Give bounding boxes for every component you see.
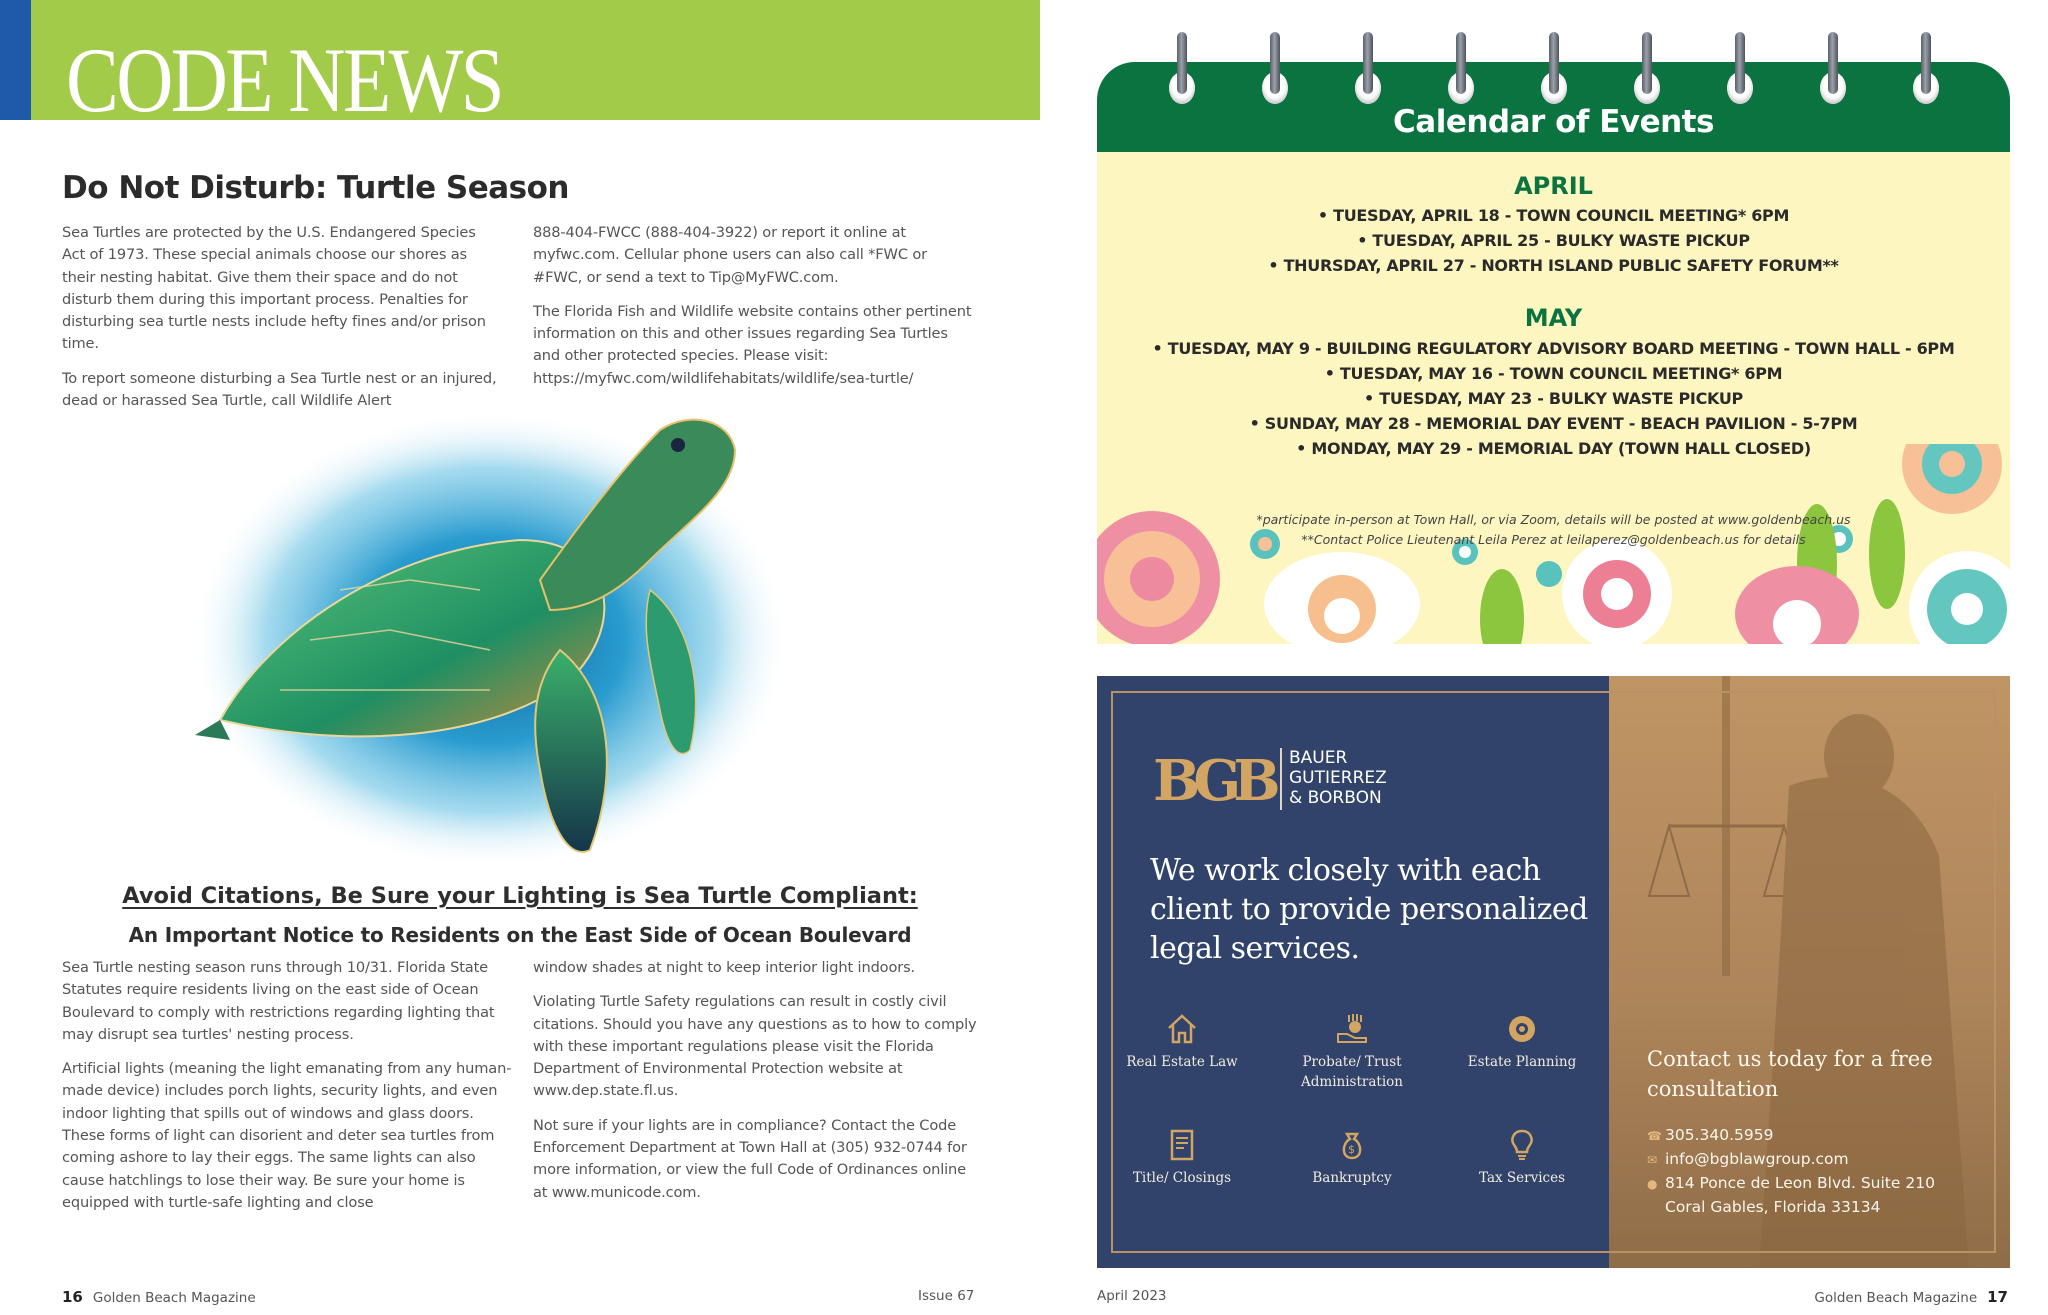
binder-ring-icon [1361,32,1375,102]
section-title: CODE NEWS [66,29,503,131]
lightbulb-icon [1505,1128,1539,1162]
calendar-footnote: **Contact Police Lieutenant Leila Perez at leilaperez@goldenbeach.us for details [1301,532,1806,547]
notice-column-2 [533,957,983,1216]
sea-turtle-image [190,390,810,860]
issue-date: April 2023 [1097,1288,1167,1304]
svg-text:$: $ [1348,1143,1355,1156]
calendar-footnote: *participate in-person at Town Hall, or via Zoom, details will be posted at www.goldenbeach.us [1256,512,1851,527]
service-bankruptcy: $ Bankruptcy [1267,1128,1437,1188]
notice-paragraph: Violating Turtle Safety regulations can result in costly civil citations. Should you have any questions as to how to comply with these important regulations please visit the Florida Department of Environmental Protection website at www.dep.state.fl.us. [533,993,977,1100]
binder-ring-icon [1919,32,1933,102]
firm-logo: BGB [1153,748,1273,814]
service-probate: Probate/ Trust Administration [1267,1012,1437,1092]
city-address: Coral Gables, Florida 33134 [1665,1198,1881,1216]
calendar-month-may: MAY [1524,304,1583,332]
location-pin-icon: ● [1647,1177,1658,1191]
magazine-name: Golden Beach Magazine [1814,1290,1978,1306]
flower-pink-center [1562,539,1672,644]
article-column-2 [533,222,973,402]
document-icon [1165,1128,1199,1162]
notice-paragraph: Not sure if your lights are in compliance? Contact the Code Enforcement Department at Town Hall at (305) 932-0744 for more information, or view the full Code of Ordinances online at www.municode.com. [533,1116,967,1201]
house-icon [1165,1012,1199,1046]
service-estate-planning: Estate Planning [1437,1012,1607,1072]
phone-number[interactable]: ☎ 305.340.5959 [1647,1126,1774,1144]
flower-pink-right [1735,566,1859,644]
binder-ring-icon [1640,32,1654,102]
money-bag-icon [1335,1128,1369,1162]
calendar-event: • THURSDAY, APRIL 27 - NORTH ISLAND PUBLIC SAFETY FORUM** [1268,256,1839,275]
firm-name [1289,748,1387,808]
calendar-event: • TUESDAY, MAY 23 - BULKY WASTE PICKUP [1364,389,1743,408]
calendar-of-events [1097,62,2010,644]
firm-name-line: & BORBON [1289,788,1382,808]
street-address: ● 814 Ponce de Leon Blvd. Suite 210 [1647,1174,1935,1192]
calendar-event: • MONDAY, MAY 29 - MEMORIAL DAY (TOWN HALL CLOSED) [1296,439,1811,458]
binder-ring-icon [1454,32,1468,102]
article-paragraph: 888-404-FWCC (888-404-3922) or report it online at myfwc.com. Cellular phone users can also call *FWC or #FWC, or send a text to Tip@MyFWC.com. [533,224,927,286]
calendar-month-april: APRIL [1514,172,1593,200]
article-paragraph: Sea Turtles are protected by the U.S. Endangered Species Act of 1973. These special animals choose our shores as their nesting habitat. Give them their space and do not disturb them during this important process. Penalties for disturbing sea turtle nests include hefty fines and/or prison time. [62,224,486,353]
binder-ring-icon [1268,32,1282,102]
ad-navy-panel [1097,676,1609,1268]
binder-ring-icon [1733,32,1747,102]
banner-accent-stripe [0,0,31,120]
firm-name-line: BAUER [1289,748,1348,768]
magazine-name: Golden Beach Magazine [92,1290,256,1306]
envelope-icon: ✉ [1647,1153,1658,1167]
calendar-event: • TUESDAY, MAY 9 - BUILDING REGULATORY ADVISORY BOARD MEETING - TOWN HALL - 6PM [1152,339,1955,358]
service-tax: Tax Services [1437,1128,1607,1188]
flower-white [1264,552,1420,644]
phone-icon: ☎ [1647,1129,1662,1143]
flower-pink-large [1097,511,1220,644]
flower-peach-topright [1902,444,2002,514]
calendar-title: Calendar of Events [1393,104,1714,140]
footer-left [62,1288,256,1306]
article-paragraph: To report someone disturbing a Sea Turtle nest or an injured, dead or harassed Sea Turtle, call Wildlife Alert [62,369,497,410]
contact-title: Contact us today for a free consultation [1647,1047,1933,1101]
footer-right [1814,1288,2008,1306]
hand-money-icon [1335,1012,1369,1046]
calendar-event: • TUESDAY, MAY 16 - TOWN COUNCIL MEETING* 6PM [1324,364,1783,383]
calendar-event: • TUESDAY, APRIL 18 - TOWN COUNCIL MEETING* 6PM [1317,206,1790,225]
notice-paragraph: Sea Turtle nesting season runs through 10/31. Florida State Statutes require residents living on the east side of Ocean Boulevard to comply with restrictions regarding lighting that may disrupt sea turtles' nesting process. [62,959,495,1043]
notice-subtitle: An Important Notice to Residents on the East Side of Ocean Boulevard [128,923,912,947]
law-firm-advertisement [1097,676,2010,1268]
article-title: Do Not Disturb: Turtle Season [62,170,569,206]
sea-turtle-illustration [190,390,810,860]
ad-tagline: We work closely with each client to provide personalized legal services. [1150,853,1588,966]
calendar-event: • SUNDAY, MAY 28 - MEMORIAL DAY EVENT - BEACH PAVILION - 5-7PM [1249,414,1858,433]
section-banner [0,0,1040,131]
flower-teal-large [1909,551,2010,644]
notice-paragraph: Artificial lights (meaning the light emanating from any human-made device) includes porch lights, security lights, and even indoor lighting that spills out of windows and glass doors. These forms of light can disorient and deter sea turtles from coming ashore to lay their eggs. The same lights can also cause hatchlings to lose their way. Be sure your home is equipped with turtle-safe lighting and close [62,1060,512,1211]
service-real-estate: Real Estate Law [1097,1012,1267,1072]
page-number: 17 [1987,1288,2008,1306]
binder-ring-icon [1826,32,1840,102]
notice-paragraph: window shades at night to keep interior light indoors. [533,959,916,976]
notice-title: Avoid Citations, Be Sure your Lighting is Sea Turtle Compliant: [122,883,918,909]
email-address[interactable]: ✉ info@bgblawgroup.com [1647,1150,1849,1168]
calendar-body [1097,152,2010,644]
notice-column-1 [62,957,512,1226]
binder-ring-icon [1175,32,1189,102]
logo-divider [1280,748,1282,810]
binder-ring-icon [1547,32,1561,102]
ad-bronze-panel [1609,676,2010,1268]
page-number: 16 [62,1288,83,1306]
firm-name-line: GUTIERREZ [1289,768,1387,788]
lifebuoy-icon [1505,1012,1539,1046]
service-title-closings: Title/ Closings [1097,1128,1267,1188]
calendar-event: • TUESDAY, APRIL 25 - BULKY WASTE PICKUP [1357,231,1750,250]
issue-number: Issue 67 [918,1288,975,1304]
article-paragraph: The Florida Fish and Wildlife website contains other pertinent information on this and other issues regarding Sea Turtles and other protected species. Please visit: https://myfwc.com/wildlifehabitats/wildlife/sea-turtle/ [533,302,972,387]
